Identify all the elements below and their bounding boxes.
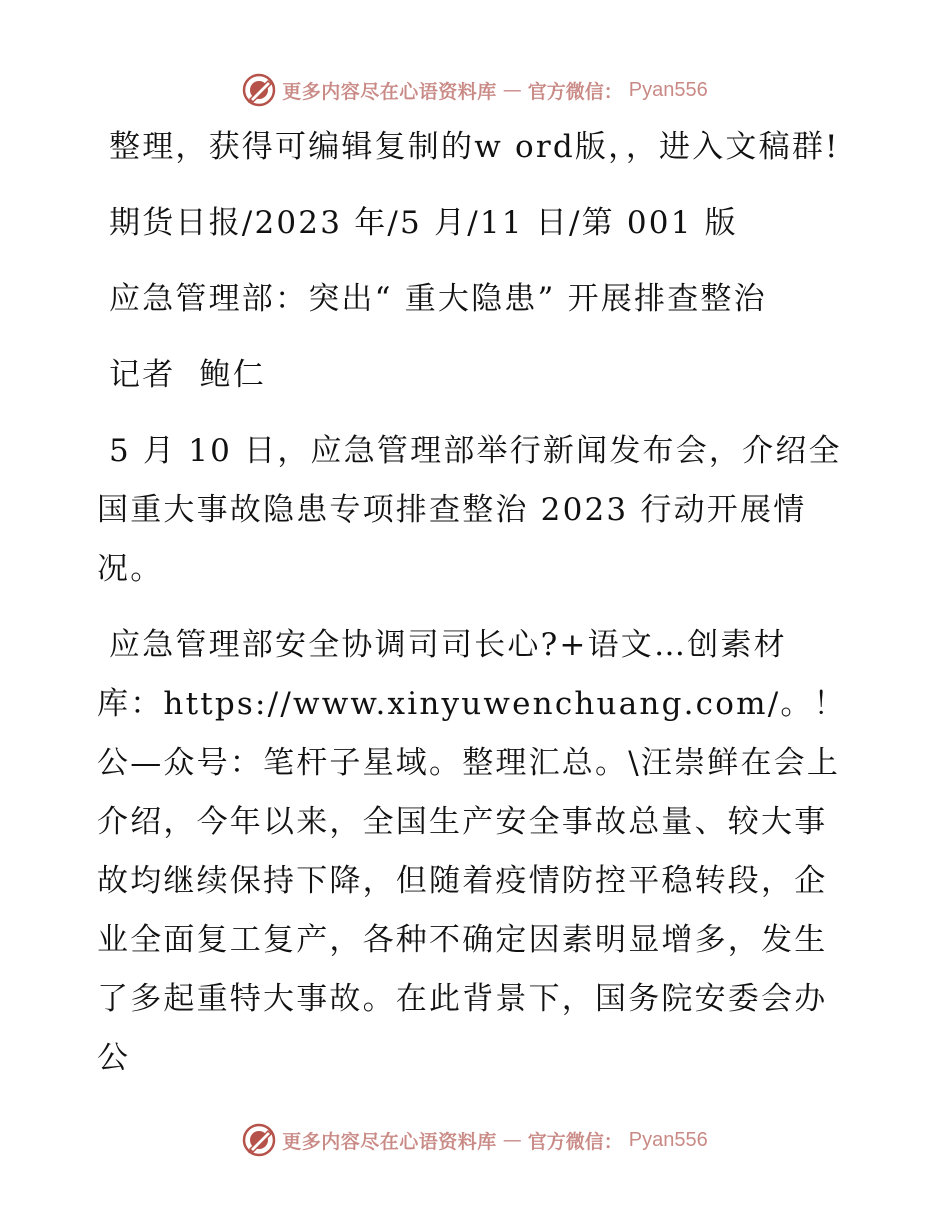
banner-wechat-id: Pyan556 [628, 1128, 708, 1151]
paragraph-body-1: 5 月 10 日，应急管理部举行新闻发布会，介绍全国重大事故隐患专项排查整治 2023 行动开展情况。 [97, 433, 842, 587]
banner-separator: — [502, 1129, 522, 1151]
paragraph-source: 期货日报/2023 年/5 月/11 日/第 001 版 [109, 205, 738, 241]
banner-wechat-label: 官方微信： [527, 1130, 623, 1153]
paragraph-intro: 整理，获得可编辑复制的w ord版，，进入文稿群! [109, 129, 840, 165]
banner-wechat-label: 官方微信： [527, 80, 623, 103]
banner-wechat-id: Pyan556 [628, 78, 708, 101]
article-byline: 记者 鲍仁 [109, 357, 266, 393]
banner-separator: — [502, 79, 522, 101]
pen-logo-icon [242, 1123, 276, 1157]
document-body [97, 118, 849, 1105]
pen-logo-icon [242, 73, 276, 107]
banner-title: 更多内容尽在心语资料库 [282, 1130, 497, 1153]
footer-banner [0, 1120, 950, 1160]
banner-title: 更多内容尽在心语资料库 [282, 80, 497, 103]
paragraph-body-2: 应急管理部安全协调司司长心?+语文…创素材库：https://www.xinyuwenchuang.com/。！公—众号：笔杆子星域。整理汇总。\汪崇鲜在会上介绍，今年以来，全国生产安全事故总量、较大事故均继续保持下降，但随着疫情防控平稳转段，企业全面复工复产，各种不确定因素明显增多，发生了多起重特大事故。在此背景下，国务院安委会办公 [97, 627, 847, 1076]
header-banner [0, 70, 950, 110]
article-title: 应急管理部：突出“ 重大隐患” 开展排查整治 [109, 281, 767, 317]
